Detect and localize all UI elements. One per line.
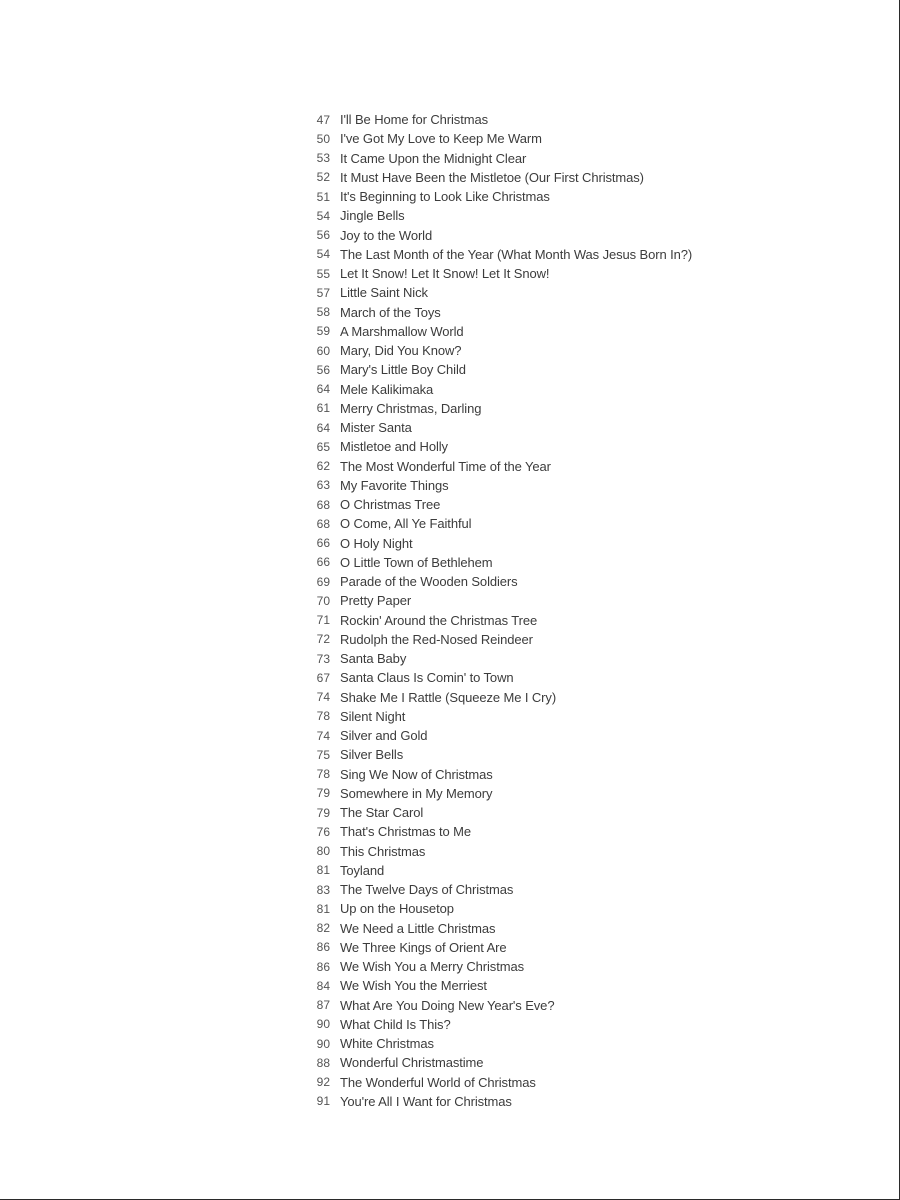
- page-number: 74: [316, 690, 330, 705]
- toc-entry: [300, 129, 760, 148]
- toc-entry: [300, 1092, 760, 1111]
- song-title: I've Got My Love to Keep Me Warm: [340, 131, 542, 147]
- page-number: 90: [316, 1017, 330, 1032]
- song-title: It's Beginning to Look Like Christmas: [340, 189, 550, 205]
- song-title: The Wonderful World of Christmas: [340, 1074, 536, 1090]
- page-number: 52: [316, 170, 330, 185]
- toc-entry: [300, 611, 760, 630]
- toc-entry: [300, 534, 760, 553]
- page-number: 62: [316, 459, 330, 474]
- song-title: O Little Town of Bethlehem: [340, 554, 493, 570]
- page-number: 69: [316, 574, 330, 589]
- song-title: What Are You Doing New Year's Eve?: [340, 997, 555, 1013]
- page-number: 79: [316, 805, 330, 820]
- song-title: You're All I Want for Christmas: [340, 1093, 512, 1109]
- page-number: 56: [316, 228, 330, 243]
- song-title: Sing We Now of Christmas: [340, 766, 493, 782]
- song-title: Up on the Housetop: [340, 901, 454, 917]
- table-of-contents: [300, 110, 760, 1111]
- toc-entry: [300, 322, 760, 341]
- song-title: Jingle Bells: [340, 208, 405, 224]
- song-title: The Star Carol: [340, 805, 424, 821]
- song-title: That's Christmas to Me: [340, 824, 472, 840]
- page-number: 71: [316, 613, 330, 628]
- toc-entry: [300, 957, 760, 976]
- page-number: 86: [316, 940, 330, 955]
- song-title: This Christmas: [340, 843, 426, 859]
- page-number: 75: [316, 747, 330, 762]
- page-number: 68: [316, 516, 330, 531]
- page-number: 74: [316, 728, 330, 743]
- toc-entry: [300, 360, 760, 379]
- page-number: 56: [316, 362, 330, 377]
- toc-entry: [300, 591, 760, 610]
- page-number: 90: [316, 1036, 330, 1051]
- song-title: March of the Toys: [340, 304, 441, 320]
- page-number: 76: [316, 824, 330, 839]
- page-number: 79: [316, 786, 330, 801]
- toc-entry: [300, 880, 760, 899]
- toc-entry: [300, 996, 760, 1015]
- toc-entry: [300, 784, 760, 803]
- toc-entry: [300, 822, 760, 841]
- toc-entry: [300, 380, 760, 399]
- page-number: 92: [316, 1075, 330, 1090]
- toc-entry: [300, 919, 760, 938]
- song-title: Wonderful Christmastime: [340, 1055, 484, 1071]
- toc-entry: [300, 418, 760, 437]
- song-title: Rockin' Around the Christmas Tree: [340, 612, 538, 628]
- song-title: We Three Kings of Orient Are: [340, 939, 507, 955]
- toc-entry: [300, 457, 760, 476]
- song-title: The Most Wonderful Time of the Year: [340, 458, 551, 474]
- page-number: 53: [316, 151, 330, 166]
- song-title: We Wish You the Merriest: [340, 978, 487, 994]
- song-title: Mary, Did You Know?: [340, 343, 462, 359]
- song-title: Shake Me I Rattle (Squeeze Me I Cry): [340, 689, 557, 705]
- page-number: 50: [316, 131, 330, 146]
- song-title: Joy to the World: [340, 227, 433, 243]
- song-title: White Christmas: [340, 1036, 434, 1052]
- page-number: 58: [316, 305, 330, 320]
- toc-entry: [300, 688, 760, 707]
- toc-entry: [300, 1015, 760, 1034]
- toc-entry: [300, 110, 760, 129]
- song-title: Mistletoe and Holly: [340, 439, 448, 455]
- song-title: O Holy Night: [340, 535, 413, 551]
- page-number: 83: [316, 882, 330, 897]
- song-title: I'll Be Home for Christmas: [340, 112, 488, 128]
- toc-entry: [300, 1053, 760, 1072]
- toc-entry: [300, 938, 760, 957]
- song-title: Toyland: [340, 862, 385, 878]
- song-title: Silver and Gold: [340, 728, 428, 744]
- toc-entry: [300, 707, 760, 726]
- page-number: 54: [316, 247, 330, 262]
- toc-entry: [300, 303, 760, 322]
- song-title: Silent Night: [340, 708, 406, 724]
- song-title: Parade of the Wooden Soldiers: [340, 574, 518, 590]
- toc-entry: [300, 861, 760, 880]
- page-number: 67: [316, 670, 330, 685]
- song-title: Santa Baby: [340, 651, 407, 667]
- toc-entry: [300, 245, 760, 264]
- page-number: 65: [316, 439, 330, 454]
- song-title: It Must Have Been the Mistletoe (Our First Christmas): [340, 169, 644, 185]
- song-title: The Twelve Days of Christmas: [340, 882, 514, 898]
- page-number: 88: [316, 1055, 330, 1070]
- song-title: My Favorite Things: [340, 477, 449, 493]
- song-title: We Wish You a Merry Christmas: [340, 959, 524, 975]
- toc-entry: [300, 976, 760, 995]
- toc-entry: [300, 341, 760, 360]
- page-number: 70: [316, 593, 330, 608]
- toc-entry: [300, 495, 760, 514]
- toc-entry: [300, 226, 760, 245]
- page-number: 73: [316, 651, 330, 666]
- song-title: Little Saint Nick: [340, 285, 428, 301]
- song-title: Merry Christmas, Darling: [340, 400, 482, 416]
- page-number: 61: [316, 401, 330, 416]
- toc-entry: [300, 726, 760, 745]
- page-number: 81: [316, 901, 330, 916]
- song-title: Pretty Paper: [340, 593, 412, 609]
- toc-entry: [300, 1073, 760, 1092]
- song-title: The Last Month of the Year (What Month Was Jesus Born In?): [340, 246, 693, 262]
- page-number: 64: [316, 382, 330, 397]
- toc-entry: [300, 765, 760, 784]
- toc-entry: [300, 264, 760, 283]
- toc-entry: [300, 206, 760, 225]
- page-number: 91: [316, 1094, 330, 1109]
- song-title: O Christmas Tree: [340, 497, 441, 513]
- song-title: A Marshmallow World: [340, 323, 464, 339]
- song-title: O Come, All Ye Faithful: [340, 516, 472, 532]
- song-title: It Came Upon the Midnight Clear: [340, 150, 527, 166]
- page-number: 64: [316, 420, 330, 435]
- toc-entry: [300, 399, 760, 418]
- page-number: 63: [316, 478, 330, 493]
- toc-entry: [300, 668, 760, 687]
- toc-entry: [300, 899, 760, 918]
- toc-entry: [300, 803, 760, 822]
- page-number: 66: [316, 536, 330, 551]
- song-title: Santa Claus Is Comin' to Town: [340, 670, 514, 686]
- toc-entry: [300, 283, 760, 302]
- page-number: 47: [316, 112, 330, 127]
- song-title: We Need a Little Christmas: [340, 920, 496, 936]
- page-number: 59: [316, 324, 330, 339]
- page-number: 60: [316, 343, 330, 358]
- song-title: Silver Bells: [340, 747, 404, 763]
- song-title: Rudolph the Red-Nosed Reindeer: [340, 631, 533, 647]
- toc-entry: [300, 476, 760, 495]
- page-number: 82: [316, 921, 330, 936]
- page-number: 78: [316, 767, 330, 782]
- song-title: Let It Snow! Let It Snow! Let It Snow!: [340, 266, 550, 282]
- toc-entry: [300, 553, 760, 572]
- page-number: 55: [316, 266, 330, 281]
- page-number: 72: [316, 632, 330, 647]
- toc-entry: [300, 1034, 760, 1053]
- toc-entry: [300, 437, 760, 456]
- song-title: What Child Is This?: [340, 1016, 451, 1032]
- page-number: 84: [316, 978, 330, 993]
- toc-entry: [300, 649, 760, 668]
- toc-entry: [300, 514, 760, 533]
- toc-entry: [300, 572, 760, 591]
- toc-entry: [300, 187, 760, 206]
- song-title: Mister Santa: [340, 420, 412, 436]
- page-number: 80: [316, 844, 330, 859]
- page-number: 66: [316, 555, 330, 570]
- page-number: 57: [316, 285, 330, 300]
- page-number: 68: [316, 497, 330, 512]
- song-title: Mary's Little Boy Child: [340, 362, 466, 378]
- song-title: Somewhere in My Memory: [340, 785, 493, 801]
- page-number: 81: [316, 863, 330, 878]
- toc-entry: [300, 630, 760, 649]
- toc-entry: [300, 745, 760, 764]
- song-title: Mele Kalikimaka: [340, 381, 434, 397]
- toc-entry: [300, 149, 760, 168]
- toc-entry: [300, 842, 760, 861]
- toc-entry: [300, 168, 760, 187]
- page-number: 87: [316, 998, 330, 1013]
- page-number: 51: [316, 189, 330, 204]
- page-number: 54: [316, 208, 330, 223]
- page-number: 86: [316, 959, 330, 974]
- page-number: 78: [316, 709, 330, 724]
